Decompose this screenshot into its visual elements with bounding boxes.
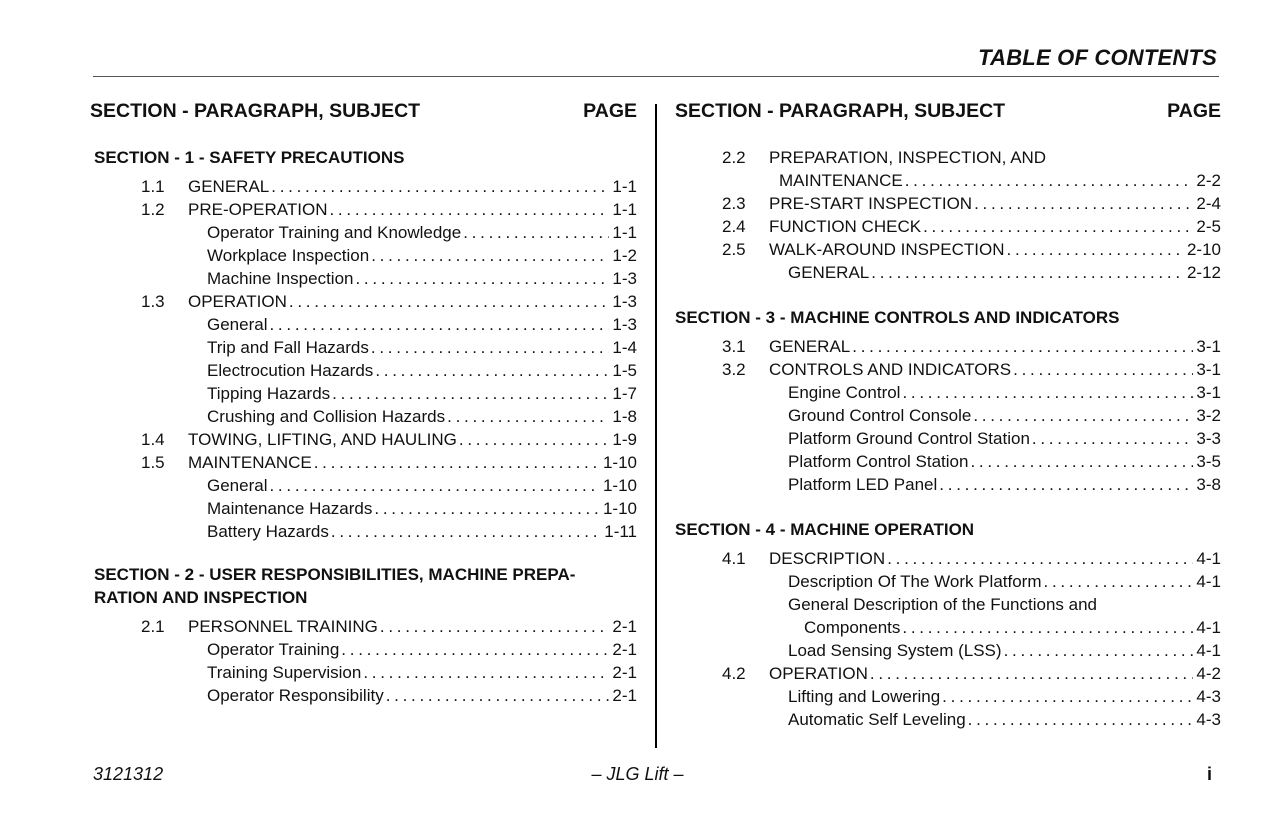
toc-entry[interactable]: 1.2 PRE-OPERATION . . . 1-1 (90, 198, 637, 221)
toc-entry[interactable]: 3.2 CONTROLS AND INDICATORS . . . 3-1 (675, 358, 1221, 381)
toc-entry[interactable]: 1.3 OPERATION . . . 1-3 (90, 290, 637, 313)
toc-entry[interactable]: General Description of the Functions and (788, 595, 1098, 614)
toc-entry[interactable]: Crushing and Collision Hazards . . . 1-8 (90, 405, 637, 428)
toc-entry[interactable]: Lifting and Lowering . . . 4-3 (675, 685, 1221, 708)
toc-entry[interactable]: 1.4 TOWING, LIFTING, AND HAULING . . . 1-9 (90, 428, 637, 451)
column-header-subject: SECTION - PARAGRAPH, SUBJECT (675, 100, 1006, 122)
toc-entry[interactable]: 2.2 PREPARATION, INSPECTION, AND (722, 148, 1047, 167)
toc-entry[interactable]: GENERAL . . . 2-12 (675, 261, 1221, 284)
toc-entry[interactable]: Electrocution Hazards . . . 1-5 (90, 359, 637, 382)
toc-entry[interactable]: Maintenance Hazards . . . 1-10 (90, 497, 637, 520)
page-title: TABLE OF CONTENTS (978, 45, 1217, 70)
toc-entry[interactable]: Trip and Fall Hazards . . . 1-4 (90, 336, 637, 359)
column-divider (655, 104, 657, 748)
toc-entry[interactable]: Platform Control Station . . . 3-5 (675, 450, 1221, 473)
toc-entry[interactable]: Operator Training and Knowledge . . . 1-1 (90, 221, 637, 244)
toc-entry[interactable]: 1.5 MAINTENANCE . . . 1-10 (90, 451, 637, 474)
toc-entry[interactable]: Description Of The Work Platform . . . 4-1 (675, 570, 1221, 593)
toc-entry[interactable]: Platform Ground Control Station . . . 3-3 (675, 427, 1221, 450)
toc-right-column (675, 100, 1221, 731)
section-2-title-line2: RATION AND INSPECTION (94, 588, 308, 607)
toc-entry[interactable]: Machine Inspection . . . 1-3 (90, 267, 637, 290)
toc-entry[interactable]: Operator Training . . . 2-1 (90, 638, 637, 661)
footer-page-number: i (1206, 764, 1212, 784)
section-3-title: SECTION - 3 - MACHINE CONTROLS AND INDICATORS (675, 308, 1120, 327)
toc-left-column (90, 100, 637, 707)
toc-entry[interactable]: Workplace Inspection . . . 1-2 (90, 244, 637, 267)
column-header-page: PAGE (583, 100, 637, 122)
section-2-title (94, 563, 637, 609)
toc-entry[interactable]: Automatic Self Leveling . . . 4-3 (675, 708, 1221, 731)
toc-entry[interactable]: Ground Control Console . . . 3-2 (675, 404, 1221, 427)
toc-entry[interactable]: 2.5 WALK-AROUND INSPECTION . . . 2-10 (675, 238, 1221, 261)
toc-entry[interactable]: Engine Control . . . 3-1 (675, 381, 1221, 404)
footer-doc-number: 3121312 (93, 764, 164, 784)
section-1-title: SECTION - 1 - SAFETY PRECAUTIONS (94, 148, 405, 167)
toc-entry[interactable]: Components . . . 4-1 (675, 616, 1221, 639)
column-header-subject: SECTION - PARAGRAPH, SUBJECT (90, 100, 421, 122)
column-header (90, 100, 637, 128)
footer-brand: – JLG Lift – (591, 764, 684, 784)
column-header (675, 100, 1221, 128)
toc-entry[interactable]: 2.1 PERSONNEL TRAINING . . . 2-1 (90, 615, 637, 638)
toc-entry[interactable]: Load Sensing System (LSS) . . . 4-1 (675, 639, 1221, 662)
header-rule (93, 76, 1219, 77)
toc-entry[interactable]: Battery Hazards . . . 1-11 (90, 520, 637, 543)
toc-entry[interactable]: 2.3 PRE-START INSPECTION . . . 2-4 (675, 192, 1221, 215)
toc-entry[interactable]: 2.4 FUNCTION CHECK . . . 2-5 (675, 215, 1221, 238)
toc-entry[interactable]: 4.2 OPERATION . . . 4-2 (675, 662, 1221, 685)
toc-entry[interactable]: 4.1 DESCRIPTION . . . 4-1 (675, 547, 1221, 570)
toc-entry[interactable]: 1.1 GENERAL . . . 1-1 (90, 175, 637, 198)
section-2-title-line1: SECTION - 2 - USER RESPONSIBILITIES, MACHINE PREPA- (94, 565, 576, 584)
toc-entry[interactable]: 3.1 GENERAL . . . 3-1 (675, 335, 1221, 358)
toc-entry[interactable]: General . . . 1-10 (90, 474, 637, 497)
toc-entry[interactable]: General . . . 1-3 (90, 313, 637, 336)
toc-entry[interactable]: Operator Responsibility . . . 2-1 (90, 684, 637, 707)
toc-entry[interactable]: Training Supervision . . . 2-1 (90, 661, 637, 684)
toc-entry[interactable]: MAINTENANCE . . . 2-2 (675, 169, 1221, 192)
column-header-page: PAGE (1167, 100, 1221, 122)
toc-entry[interactable]: Tipping Hazards . . . 1-7 (90, 382, 637, 405)
section-4-title: SECTION - 4 - MACHINE OPERATION (675, 520, 975, 539)
toc-entry[interactable]: Platform LED Panel . . . 3-8 (675, 473, 1221, 496)
